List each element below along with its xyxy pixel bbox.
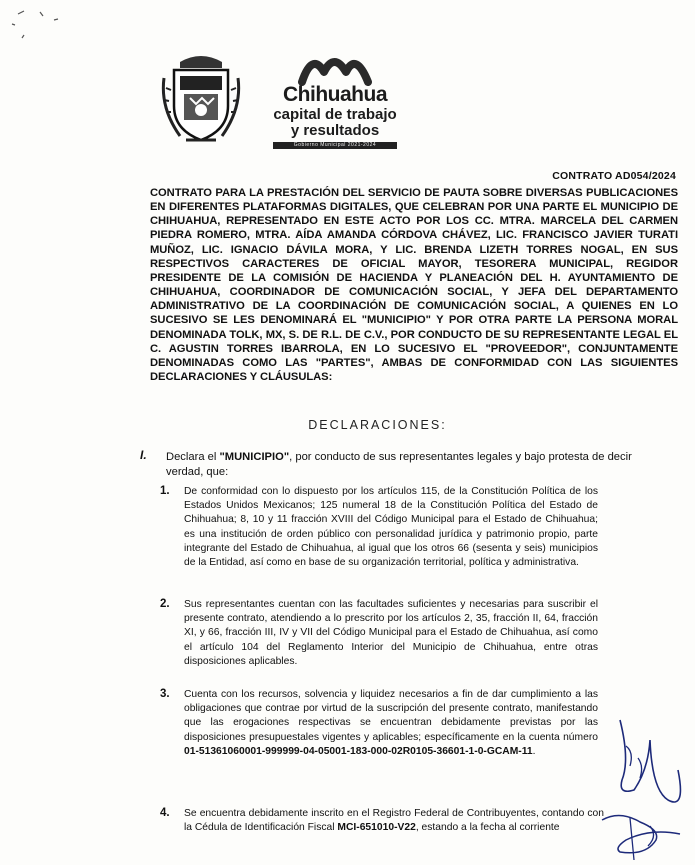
account-number: 01-51361060001-999999-04-05001-183-000-02R0105-36601-1-0-GCAM-11 xyxy=(184,745,533,757)
item-text xyxy=(184,807,604,835)
brand-tagline-line2: y resultados xyxy=(290,122,380,139)
item-number: 4. xyxy=(160,807,170,819)
section-intro-prefix: Declara el xyxy=(166,451,220,463)
intro-paragraph: CONTRATO PARA LA PRESTACIÓN DEL SERVICIO DE PAUTA SOBRE DIVERSAS PUBLICACIONES EN DIFERENTES PLATAFORMAS DIGITALES, QUE CELEBRAN POR UNA PARTE EL MUNICIPIO DE CHIHUAHUA, REPRESENTADO EN ESTE ACTO POR LOS CC. MTRA. MARCELA DEL CARMEN PIEDRA ROMERO, MTRA. AÍDA AMANDA CÓRDOVA CHÁVEZ, LIC. FRANCISCO JAVIER TURATI MUÑOZ, LIC. IGNACIO DÁVILA MORA, Y LIC. BRENDA LIZETH TORRES NOGAL, EN SUS RESPECTIVOS CARACTERES DE OFICIAL MAYOR, TESORERA MUNICIPAL, REGIDOR PRESIDENTE DE LA COMISIÓN DE HACIENDA Y PLANEACIÓN DEL H. AYUNTAMIENTO DE CHIHUAHUA, COORDINADOR DE COMUNICACIÓN SOCIAL, Y JEFA DEL DEPARTAMENTO ADMINISTRATIVO DE LA COORDINACIÓN DE COMUNICACIÓN SOCIAL, A QUIENES EN LO SUCESIVO SE LES DENOMINARÁ EL "MUNICIPIO" Y POR OTRA PARTE LA PERSONA MORAL DENOMINADA TOLK, MX, S. DE R.L. DE C.V., POR CONDUCTO DE SU REPRESENTANTE LEGAL EL C. AGUSTIN TORRES IBARROLA, EN LO SUCESIVO EL "PROVEEDOR", CONJUNTAMENTE DENOMINADAS COMO LAS "PARTES", AMBAS DE CONFORMIDAD CON LAS SIGUIENTES DECLARACIONES Y CLÁUSULAS: xyxy=(150,187,678,384)
brand-government-bar: Gobierno Municipal 2021-2024 xyxy=(273,142,397,149)
handwritten-signature xyxy=(590,700,695,865)
item-number: 1. xyxy=(160,485,170,497)
mountain-m-icon xyxy=(298,50,372,86)
section-intro-bold: "MUNICIPIO" xyxy=(219,451,290,463)
section-numeral: I. xyxy=(140,448,147,462)
rfc-code: MCI-651010-V22 xyxy=(337,822,416,834)
item-text-before: Se encuentra debidamente inscrito en el Registro Federal de Contribuyentes, contando con la Cédula de Identificación Fiscal xyxy=(184,808,604,834)
item-text-before: Cuenta con los recursos, solvencia y liquidez necesarios a fin de dar cumplimiento a las obligaciones que contrae por virtud de la suscripción del presente contrato, manifestando que las erogaciones respectivas se encuentran debidamente previstas por las disposiciones presupuestales vigentes y aplicables; específicamente en la cuenta número xyxy=(184,689,598,743)
item-text: Sus representantes cuentan con las facultades suficientes y necesarias para suscribir el presente contrato, atendiendo a lo prescrito por los artículos 2, 35, fracción II, 64, fracción XI, y 66, fracción III, IV y VII del Código Municipal para el Estado de Chihuahua, así como el artículo 104 del Reglamento Interior del Municipio de Chihuahua, entre otras disposiciones aplicables. xyxy=(184,599,598,667)
brand-logo xyxy=(260,50,410,150)
declarations-heading: DECLARACIONES: xyxy=(308,418,447,432)
item-text xyxy=(184,688,598,759)
item-number: 3. xyxy=(160,688,170,700)
brand-tagline-line1: capital de trabajo xyxy=(273,106,397,123)
item-text-after: . xyxy=(532,745,536,757)
contract-number: CONTRATO AD054/2024 xyxy=(552,170,676,182)
item-text-after: , estando a la fecha al corriente xyxy=(415,822,560,834)
item-number: 2. xyxy=(160,598,170,610)
municipal-crest-logo xyxy=(160,48,242,144)
brand-title: Chihuahua xyxy=(283,83,387,106)
section-intro-suffix: , por conducto de sus representantes legales y bajo protesta de decir verdad, que: xyxy=(166,451,632,478)
section-intro xyxy=(166,450,666,480)
item-text: De conformidad con lo dispuesto por los artículos 115, de la Constitución Política de los Estados Unidos Mexicanos; 125 numeral 18 de la Constitución Política del Estado de Chihuahua; 8, 10 y 11 fracción XVIII del Código Municipal para el Estado de Chihuahua; es una institución de orden público con personalidad jurídica y patrimonio propio, parte integrante del Estado de Chihuahua, al igual que los otros 66 (sesenta y seis) municipios de la Entidad, así como en base de su organización territorial, política y administrativa. xyxy=(184,486,598,569)
scan-marks xyxy=(0,0,80,60)
